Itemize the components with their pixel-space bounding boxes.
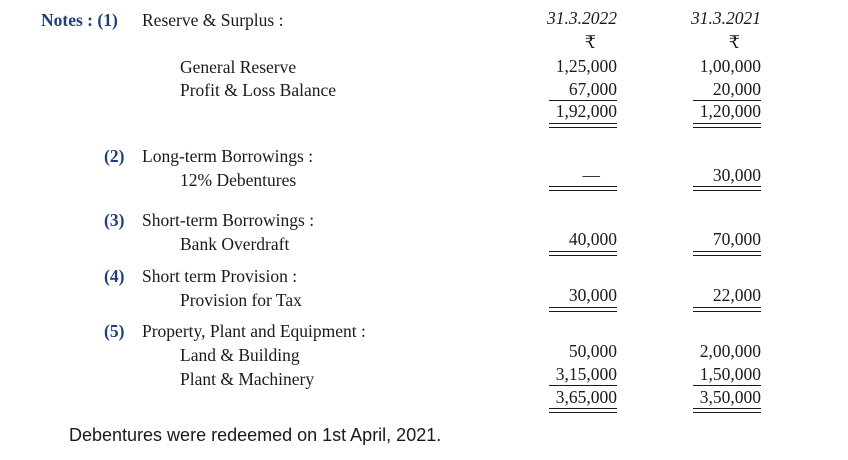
- note-5-number: (5): [104, 321, 125, 341]
- provision-tax-2021: 22,000: [712, 285, 761, 305]
- provision-tax-2022: 30,000: [568, 285, 617, 305]
- column-header-2021: 31.3.2021: [691, 8, 761, 28]
- debentures-2021: 30,000: [712, 165, 761, 185]
- double-rule: [549, 127, 617, 128]
- rupee-icon-2022: ₹: [584, 32, 596, 52]
- double-rule: [693, 408, 761, 409]
- double-rule: [693, 307, 761, 308]
- plant-machinery-2021: 1,50,000: [699, 364, 761, 384]
- footer-note: Debentures were redeemed on 1st April, 2021.: [69, 425, 442, 445]
- general-reserve-2022: 1,25,000: [555, 56, 617, 76]
- plant-machinery-label: Plant & Machinery: [180, 369, 315, 389]
- reserve-total-2022: 1,92,000: [555, 101, 617, 121]
- plant-machinery-2022: 3,15,000: [555, 364, 617, 384]
- debentures-2022: —: [582, 165, 600, 185]
- column-header-2022: 31.3.2022: [547, 8, 617, 28]
- note-3-title: Short-term Borrowings :: [142, 210, 315, 230]
- double-rule: [549, 311, 617, 312]
- double-rule: [693, 412, 761, 413]
- ppe-total-2022: 3,65,000: [555, 387, 617, 407]
- double-rule: [693, 123, 761, 124]
- double-rule: [693, 251, 761, 252]
- profit-loss-label: Profit & Loss Balance: [180, 80, 337, 100]
- double-rule: [549, 408, 617, 409]
- note-1-title: Reserve & Surplus :: [142, 10, 284, 30]
- profit-loss-2021: 20,000: [712, 79, 761, 99]
- bank-overdraft-2022: 40,000: [568, 229, 617, 249]
- rupee-icon-2021: ₹: [728, 32, 740, 52]
- double-rule: [693, 311, 761, 312]
- double-rule: [549, 123, 617, 124]
- rule: [693, 385, 761, 386]
- double-rule: [693, 127, 761, 128]
- land-building-label: Land & Building: [180, 345, 300, 365]
- double-rule: [549, 412, 617, 413]
- double-rule: [549, 186, 617, 187]
- double-rule: [549, 190, 617, 191]
- land-building-2022: 50,000: [568, 341, 617, 361]
- debentures-label: 12% Debentures: [180, 170, 297, 190]
- reserve-total-2021: 1,20,000: [699, 101, 761, 121]
- bank-overdraft-2021: 70,000: [712, 229, 761, 249]
- provision-tax-label: Provision for Tax: [180, 290, 302, 310]
- double-rule: [693, 186, 761, 187]
- double-rule: [549, 307, 617, 308]
- ppe-total-2021: 3,50,000: [699, 387, 761, 407]
- rule: [549, 385, 617, 386]
- note-4-number: (4): [104, 266, 125, 286]
- profit-loss-2022: 67,000: [568, 79, 617, 99]
- note-2-title: Long-term Borrowings :: [142, 146, 314, 166]
- bank-overdraft-label: Bank Overdraft: [180, 234, 290, 254]
- note-2-number: (2): [104, 146, 125, 166]
- notes-label: Notes : (1): [41, 10, 118, 30]
- general-reserve-label: General Reserve: [180, 57, 297, 77]
- double-rule: [693, 190, 761, 191]
- general-reserve-2021: 1,00,000: [699, 56, 761, 76]
- double-rule: [693, 255, 761, 256]
- note-5-title: Property, Plant and Equipment :: [142, 321, 366, 341]
- double-rule: [549, 251, 617, 252]
- note-3-number: (3): [104, 210, 125, 230]
- note-4-title: Short term Provision :: [142, 266, 298, 286]
- land-building-2021: 2,00,000: [699, 341, 761, 361]
- double-rule: [549, 255, 617, 256]
